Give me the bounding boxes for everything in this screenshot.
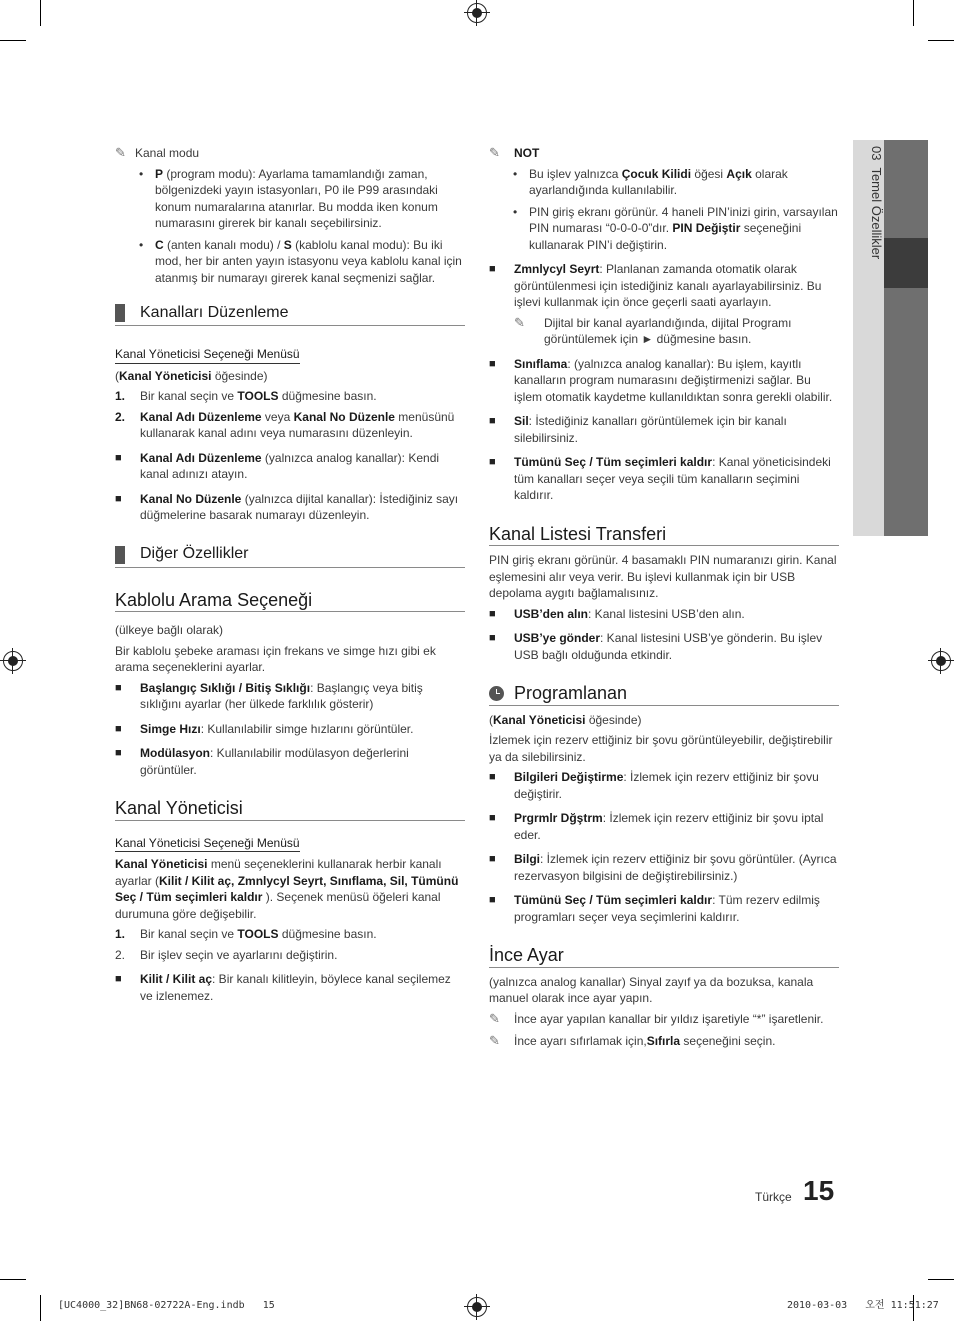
note-text: Dijital bir kanal ayarlandığında, dijital Programı görüntülemek için ► düğmesine basın. xyxy=(544,315,792,346)
menu-label: Kanal Yöneticisi Seçeneği Menüsü xyxy=(115,346,300,364)
context-text: (Kanal Yöneticisi öğesinde) xyxy=(489,712,642,727)
crop-mark xyxy=(40,1295,41,1321)
date-info: 2010-03-03 오전 11:51:27 xyxy=(787,1300,939,1311)
note-text: İnce ayarı sıfırlamak için,Sıfırla seçeneğini seçin. xyxy=(514,1034,776,1048)
section-title: Kablolu Arama Seçeneği xyxy=(115,592,465,613)
context-text: (Kanal Yöneticisi öğesinde) xyxy=(115,368,268,383)
paragraph: İzlemek için rezerv ettiğiniz bir şovu görüntüleyebilir, değiştirebilir ya da silebilirsiniz. xyxy=(489,733,833,764)
page-number: 15 xyxy=(803,1175,835,1206)
section-title: Diğer Özellikler xyxy=(140,545,249,563)
registration-mark-icon xyxy=(3,651,23,671)
paragraph: Bir kablolu şebeke araması için frekans ve simge hızı gibi ek arama seçeneklerini ayarlar. xyxy=(115,643,436,674)
step-item: 2. Bir işlev seçin ve ayarlarını değiştirin. xyxy=(115,947,338,962)
section-title: Kanal Yöneticisi xyxy=(115,800,465,821)
paragraph: (yalnızca analog kanallar) Sinyal zayıf ya da bozuksa, kanala manuel olarak ince ayar yapın. xyxy=(489,974,814,1005)
section-title: Programlanan xyxy=(514,683,628,703)
crop-mark xyxy=(928,40,954,41)
bullet-item: ■ Prgrmlr Dğştrm: İzlemek için rezerv ettiğiniz bir şovu iptal eder. xyxy=(489,811,824,842)
bullet-item: ■ Kanal No Düzenle (yalnızca dijital kanallar): İstediğiniz sayı düğmelerine basarak numarayı düzenleyin. xyxy=(115,491,459,522)
crop-mark xyxy=(40,0,41,26)
bullet-item: ■ Sil: İstediğiniz kanalları görüntülemek için bir kanalı silebilirsiniz. xyxy=(489,414,787,445)
paragraph: PIN giriş ekranı görünür. 4 basamaklı PIN numaranızı girin. Kanal eşlemesini alır veya verir. Bu işlevi kullanmak için bir USB depolama aygıtı bağlamalısınız. xyxy=(489,553,837,600)
file-info: [UC4000_32]BN68-02722A-Eng.indb 15 xyxy=(58,1300,275,1311)
crop-mark xyxy=(0,1279,26,1280)
registration-mark-icon xyxy=(467,1297,487,1317)
section-title: İnce Ayar xyxy=(489,947,839,968)
bullet-item: ■ USB’ye gönder: Kanal listesini USB’ye gönderin. Bu işlev USB bağlı olduğunda etkindir. xyxy=(489,631,823,662)
language-label: Türkçe xyxy=(755,1190,792,1204)
bullet-item: ■ Tümünü Seç / Tüm seçimleri kaldır: Tüm rezerv edilmiş programları seçer veya seçimlerini kaldırır. xyxy=(489,893,820,924)
side-tab-label: 03 Temel Özellikler xyxy=(869,146,884,260)
bullet-item: ■ Kanal Adı Düzenleme (yalnızca analog kanallar): Kendi kanal adınızı atayın. xyxy=(115,450,440,481)
registration-mark-icon xyxy=(931,651,951,671)
section-title: Kanal Listesi Transferi xyxy=(489,526,839,547)
step-item: 2. Kanal Adı Düzenleme veya Kanal No Düzenle menüsünü kullanarak kanal adını veya numarasını düzenleyin. xyxy=(115,409,455,440)
paragraph: (ülkeye bağlı olarak) xyxy=(115,623,224,637)
bullet-item: ■ Simge Hızı: Kullanılabilir simge hızlarını görüntüler. xyxy=(115,721,414,736)
bullet-item: ■ Tümünü Seç / Tüm seçimleri kaldır: Kanal yöneticisindeki tüm kanalları seçer veya seçili tüm kanalların seçimini kaldırır. xyxy=(489,455,831,502)
side-tab-marker xyxy=(884,238,928,288)
right-column xyxy=(489,140,839,1052)
list-item: • C (anten kanalı modu) / S (kablolu kanal modu): Bu iki mod, her bir anten yayın istasyonu veya kablolu kanal için atanmış bir numarayı girerek kanal seçmenizi sağlar. xyxy=(139,237,465,287)
list-item: • Bu işlev yalnızca Çocuk Kilidi öğesi Açık olarak ayarlandığında kullanılabilir. xyxy=(513,166,839,199)
bullet-item: ■ Kilit / Kilit aç: Bir kanalı kilitleyin, böylece kanal seçilemez ve izlenemez. xyxy=(115,972,451,1003)
note-title: NOT xyxy=(514,146,540,160)
crop-mark xyxy=(928,1279,954,1280)
step-item: 1. Bir kanal seçin ve TOOLS düğmesine basın. xyxy=(115,389,377,403)
pencil-note-icon: ✎ xyxy=(489,1033,500,1048)
pencil-note-icon: ✎ xyxy=(514,314,525,330)
note-text: İnce ayar yapılan kanallar bir yıldız işaretiyle “*” işaretlenir. xyxy=(514,1011,824,1026)
section-bar-icon xyxy=(115,304,125,322)
crop-mark xyxy=(0,40,26,41)
section-header xyxy=(489,685,839,706)
timer-icon xyxy=(489,686,504,701)
list-item: • P (program modu): Ayarlama tamamlandığı zaman, bölgenizdeki yayın istasyonları, P0 ile P99 arasındaki konum numaralarına atanırlar. Bu modda iken konum numarasını girerek bir kanalı seçebilirsiniz. xyxy=(139,166,465,232)
section-header xyxy=(115,546,465,568)
section-bar-icon xyxy=(115,546,125,564)
section-header xyxy=(115,304,465,326)
bullet-item: ■ Sınıflama: (yalnızca analog kanallar): Bu işlem, kayıtlı kanalların program numarasını değiştirmenizi sağlar. Bu işlem otomatik kaydetme kullanıldıktan sonra gerekli olabilir. xyxy=(489,356,833,404)
section-title: Kanalları Düzenleme xyxy=(140,303,289,321)
menu-label: Kanal Yöneticisi Seçeneği Menüsü xyxy=(115,835,300,853)
step-item: 1. Bir kanal seçin ve TOOLS düğmesine basın. xyxy=(115,927,377,941)
pencil-note-icon: ✎ xyxy=(489,145,500,160)
bullet-item: ■ Başlangıç Sıklığı / Bitiş Sıklığı: Başlangıç veya bitiş sıklığını ayarlar (her ülkede farklılık gösterir) xyxy=(115,680,423,711)
list-item: • PIN giriş ekranı görünür. 4 haneli PIN’inizi girin, varsayılan PIN numarası “0-0-0-0”dır. PIN Değiştir seçeneğini kullanarak PIN’i değiştirin. xyxy=(513,204,839,254)
pencil-note-icon: ✎ xyxy=(489,1010,500,1026)
paragraph: Kanal Yöneticisi menü seçeneklerini kullanarak herbir kanalı ayarlar (Kilit / Kilit aç, Zmnlycyl Seyrt, Sınıflama, Sil, Tümünü Seç / Tüm seçimleri kaldır ). Seçenek menüsü öğeleri kanal durumuna göre değişebilir. xyxy=(115,857,459,921)
bullet-item: ■ USB’den alın: Kanal listesini USB’den alın. xyxy=(489,606,745,621)
bullet-item: ■ Zmnlycyl Seyrt: Planlanan zamanda otomatik olarak görüntülenmesi için istediğiniz kanalı ayarlayabilirsiniz. Bu işlevi kullanmak için önce geçerli saati ayarlayın. xyxy=(489,262,822,309)
bullet-item: ■ Modülasyon: Kullanılabilir modülasyon değerlerini görüntüler. xyxy=(115,746,409,777)
side-tab-dark xyxy=(884,140,928,536)
bullet-item: ■ Bilgileri Değiştirme: İzlemek için rezerv ettiğiniz bir şovu değiştirir. xyxy=(489,770,819,801)
crop-mark xyxy=(913,0,914,26)
bullet-item: ■ Bilgi: İzlemek için rezerv ettiğiniz bir şovu görüntüler. (Ayrıca rezervasyon bilgisini de değiştirebilirsiniz.) xyxy=(489,852,837,883)
registration-mark-icon xyxy=(467,3,487,23)
left-column xyxy=(115,140,465,1012)
note-title: Kanal modu xyxy=(135,146,200,160)
pencil-note-icon: ✎ xyxy=(115,145,126,160)
